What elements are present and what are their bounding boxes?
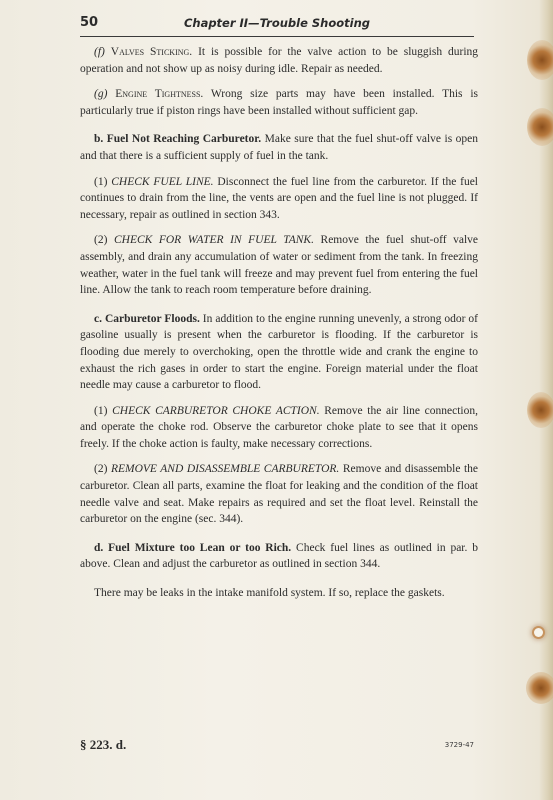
paragraph-c2 [80,461,478,527]
paragraph-title: Engine Tightness. [115,88,204,101]
page-header [80,15,474,37]
burn-mark [526,672,553,704]
page-footer [80,737,474,757]
paragraph-text: Wrong size parts may have been installed. This is particularly true if piston rings have been installed without sufficient gap. [80,88,478,117]
burn-mark [527,40,553,80]
burn-mark [527,392,553,428]
paragraph-title: CHECK FUEL LINE. [111,175,214,188]
paragraph-f [80,44,478,77]
paragraph-text: It is possible for the valve action to be sluggish during operation and not show up as noisy during idle. Repair as needed. [80,46,479,75]
paragraph-b1 [80,174,478,224]
print-code: 3729-47 [444,741,474,749]
paragraph-b [80,131,478,164]
running-head: Chapter II—Trouble Shooting [183,16,371,30]
paragraph-title: REMOVE AND DISASSEMBLE CARBURETOR. [110,463,340,476]
paragraph-closing [80,585,478,602]
body-text [80,44,478,611]
paragraph-marker: (2) [94,234,108,247]
paragraph-c1 [80,403,478,453]
paragraph-marker: (1) [94,175,108,188]
paragraph-c [80,311,478,394]
paragraph-marker: (g) [94,88,108,101]
section-reference: § 223. d. [80,737,127,752]
header-rule [80,36,474,37]
paragraph-b2 [80,232,478,298]
page-number: 50 [80,15,99,30]
section-heading: c. Carburetor Floods. [94,312,200,325]
paragraph-text: In addition to the engine running unevenly, a strong odor of gasoline usually is present when the carburetor is flooding. If the carburetor is flooding due merely to overchoking, open the throttle wide and crank the engine to exhaust the rich gases in order to start the engine. Foreign material under the float needle may cause a carburetor to flood. [80,312,478,392]
burn-mark [527,108,553,146]
paragraph-marker: (f) [94,46,105,58]
paragraph-text: Check fuel lines as outlined in par. b above. Clean and adjust the carburetor as outlined in section 344. [80,541,478,571]
paragraph-title: Valves Sticking. [110,46,193,58]
paragraph-text: Remove the air line connection, and operate the choke rod. Observe the carburetor choke plate to see that it opens freely. If the choke action is faulty, make necessary corrections. [80,404,479,450]
paragraph-g [80,86,478,119]
paragraph-d [80,540,478,573]
paragraph-marker: (1) [94,404,108,417]
paragraph-text: Remove the fuel shut-off valve assembly, and drain any accumulation of water or sediment from the tank. In freezing weather, water in the fuel tank will freeze and may prevent fuel from entering the fuel line. Allow the tank to reach room temperature before draining. [80,234,479,297]
section-heading: b. Fuel Not Reaching Carburetor. [94,133,262,146]
paragraph-title: CHECK CARBURETOR CHOKE ACTION. [112,404,320,417]
binder-hole [534,628,543,637]
paragraph-text: There may be leaks in the intake manifold system. If so, replace the gaskets. [94,587,445,600]
paragraph-text: Make sure that the fuel shut-off valve is open and that there is a sufficient supply of fuel in the tank. [80,133,478,162]
paragraph-marker: (2) [94,463,108,476]
paragraph-title: CHECK FOR WATER IN FUEL TANK. [113,234,314,247]
section-heading: d. Fuel Mixture too Lean or too Rich. [94,541,292,554]
paragraph-text: Disconnect the fuel line from the carburetor. If the fuel continues to drain from the line, the vents are open and the fuel line is not plugged. If necessary, repair as outlined in section 343. [80,175,478,221]
paragraph-text: Remove and disassemble the carburetor. Clean all parts, examine the float for leaking and the condition of the float needle valve and seat. Make repairs as required and set the float level. Reinstall the carburetor on the engine (sec. 344). [80,463,479,526]
